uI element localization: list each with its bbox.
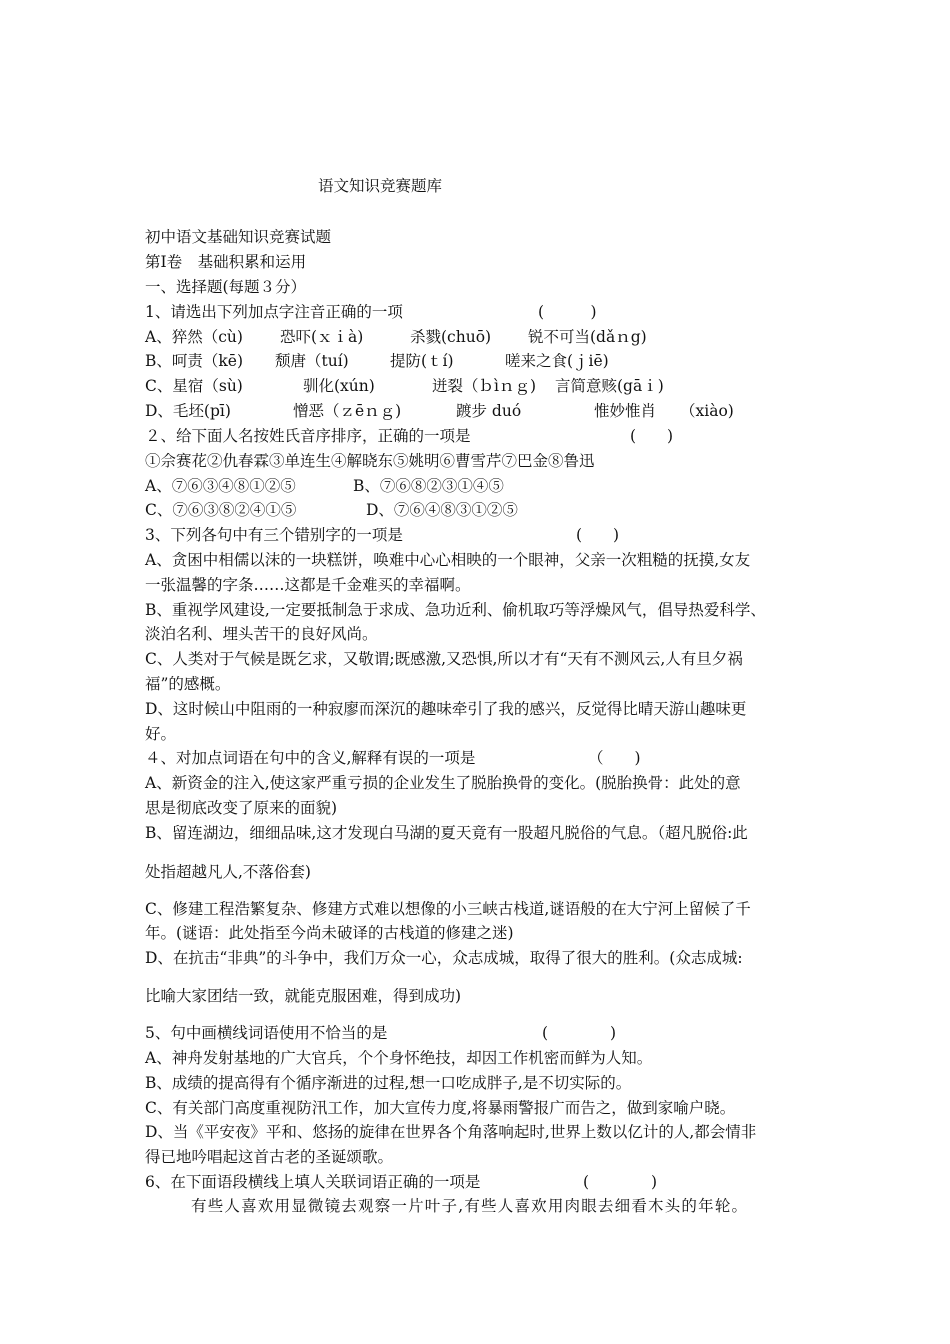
q4-option-a-line2: 思是彻底改变了原来的面貌) bbox=[145, 799, 338, 817]
question-5-paren: ( ) bbox=[542, 1024, 617, 1042]
q1-option-b-2: 颓唐（tuí) bbox=[275, 352, 349, 370]
section-title: 一、选择题(每题３分） bbox=[145, 278, 307, 296]
q1-option-b-1: B、呵责（kē) bbox=[145, 352, 244, 370]
question-5-stem: 5、句中画横线词语使用不恰当的是 bbox=[145, 1024, 388, 1042]
question-3-stem: 3、下列各句中有三个错别字的一项是 bbox=[145, 526, 403, 544]
q3-option-d-line2: 好。 bbox=[145, 725, 177, 743]
question-6-stem: 6、在下面语段横线上填人关联词语正确的一项是 bbox=[145, 1173, 481, 1191]
question-2-paren: ( ) bbox=[630, 427, 674, 445]
question-1-stem: 1、请选出下列加点字注音正确的一项 bbox=[145, 303, 403, 321]
q1-option-d-4: 惟妙惟肖 bbox=[594, 402, 657, 420]
q4-option-d-line2: 比喻大家团结一致，就能克服困难，得到成功) bbox=[145, 987, 462, 1005]
q4-option-c-line2: 年。(谜语：此处指至今尚未破译的古栈道的修建之迷) bbox=[145, 924, 514, 942]
q3-option-d-line1: D、这时候山中阻雨的一种寂廖而深沉的趣味牵引了我的感兴，反觉得比晴天游山趣味更 bbox=[145, 700, 747, 718]
q1-option-b-4: 嗟来之食(ｊiē) bbox=[505, 352, 609, 370]
q1-option-c-4: 言简意赅(gāｉ) bbox=[555, 377, 664, 395]
q3-option-c-line2: 福”的感概。 bbox=[145, 675, 231, 693]
q1-option-b-3: 提防(ｔí) bbox=[390, 352, 454, 370]
q1-option-d-2: 憎恶（ｚēｎｇ) bbox=[293, 402, 402, 420]
q1-option-c-3: 迸裂（ｂìｎｇ) bbox=[432, 377, 537, 395]
question-4-paren: （ ) bbox=[588, 749, 641, 767]
q4-option-b-line2: 处指超越凡人,不落俗套) bbox=[145, 863, 311, 881]
q1-option-c-2: 驯化(xún) bbox=[303, 377, 375, 395]
q1-option-a-4: 锐不可当(dǎｎg) bbox=[528, 328, 647, 346]
exam-title: 初中语文基础知识竞赛试题 bbox=[145, 228, 332, 246]
q3-option-a-line2: 一张温馨的字条……这都是千金难买的幸福啊。 bbox=[145, 576, 471, 594]
q5-option-d-line1: D、当《平安夜》平和、悠扬的旋律在世界各个角落响起时,世界上数以亿计的人,都会情非 bbox=[145, 1123, 757, 1141]
q1-option-d-5: （xiào) bbox=[680, 402, 734, 420]
q3-option-a-line1: A、贪困中相儒以沫的一块糕饼，唤难中心心相映的一个眼神，父亲一次粗糙的抚摸,女友 bbox=[145, 551, 751, 569]
question-2-stem: ２、给下面人名按姓氏音序排序，正确的一项是 bbox=[145, 427, 471, 445]
q5-option-c: C、有关部门高度重视防汛工作，加大宣传力度,将暴雨警报广而告之，做到家喻户晓。 bbox=[145, 1099, 736, 1117]
q2-option-d: D、⑦⑥④⑧③①②⑤ bbox=[366, 501, 518, 519]
q1-option-a-3: 杀戮(chuō) bbox=[410, 328, 492, 346]
q1-option-d-1: D、毛坯(pī) bbox=[145, 402, 231, 420]
q5-option-b: B、成绩的提高得有个循序渐进的过程,想一口吃成胖子,是不切实际的。 bbox=[145, 1074, 632, 1092]
document-title: 语文知识竞赛题库 bbox=[318, 177, 443, 195]
q1-option-a-2: 恐吓(ｘｉà) bbox=[280, 328, 364, 346]
question-6-paren: ( ) bbox=[583, 1173, 658, 1191]
q1-option-a-1: A、猝然（cù) bbox=[145, 328, 243, 346]
q3-option-b-line2: 淡泊名利、埋头苦干的良好风尚。 bbox=[145, 625, 378, 643]
q6-passage: 有些人喜欢用显微镜去观察一片叶子,有些人喜欢用肉眼去细看木头的年轮。 bbox=[191, 1197, 749, 1215]
q4-option-c-line1: C、修建工程浩繁复杂、修建方式难以想像的小三峡古栈道,谜语般的在大宁河上留候了千 bbox=[145, 900, 751, 918]
question-4-stem: ４、对加点词语在句中的含义,解释有误的一项是 bbox=[145, 749, 476, 767]
q2-option-c: C、⑦⑥③⑧②④①⑤ bbox=[145, 501, 297, 519]
q2-option-a: A、⑦⑥③④⑧①②⑤ bbox=[145, 477, 296, 495]
question-1-paren: ( ) bbox=[538, 303, 597, 321]
q1-option-c-1: C、星宿（sù) bbox=[145, 377, 243, 395]
q2-names: ①佘赛花②仇春霖③单连生④解晓东⑤姚明⑥曹雪芹⑦巴金⑧鲁迅 bbox=[145, 452, 595, 470]
q4-option-d-line1: D、在抗击“非典”的斗争中，我们万众一心，众志成城，取得了很大的胜利。(众志成城: bbox=[145, 949, 743, 967]
q5-option-d-line2: 得已地吟唱起这首古老的圣诞颂歌。 bbox=[145, 1148, 394, 1166]
q4-option-a-line1: A、新资金的注入,使这家严重亏损的企业发生了脱胎换骨的变化。(脱胎换骨：此处的意 bbox=[145, 774, 741, 792]
q4-option-b-line1: B、留连湖边，细细品味,这才发现白马湖的夏天竟有一股超凡脱俗的气息。（超凡脱俗:此 bbox=[145, 824, 748, 842]
part-title: 第Ⅰ卷 基础积累和运用 bbox=[145, 253, 307, 271]
q3-option-b-line1: B、重视学风建设,一定要抵制急于求成、急功近利、偷机取巧等浮燥风气，倡导热爱科学、 bbox=[145, 601, 766, 619]
question-3-paren: ( ) bbox=[576, 526, 620, 544]
q3-option-c-line1: C、人类对于气候是既乞求，又敬谓;既感激,又恐惧,所以才有“天有不测风云,人有旦夕祸 bbox=[145, 650, 743, 668]
q2-option-b: B、⑦⑥⑧②③①④⑤ bbox=[353, 477, 504, 495]
q1-option-d-3: 踱步 duó bbox=[456, 402, 522, 420]
q5-option-a: A、神舟发射基地的广大官兵，个个身怀绝技，却因工作机密而鲜为人知。 bbox=[145, 1049, 653, 1067]
